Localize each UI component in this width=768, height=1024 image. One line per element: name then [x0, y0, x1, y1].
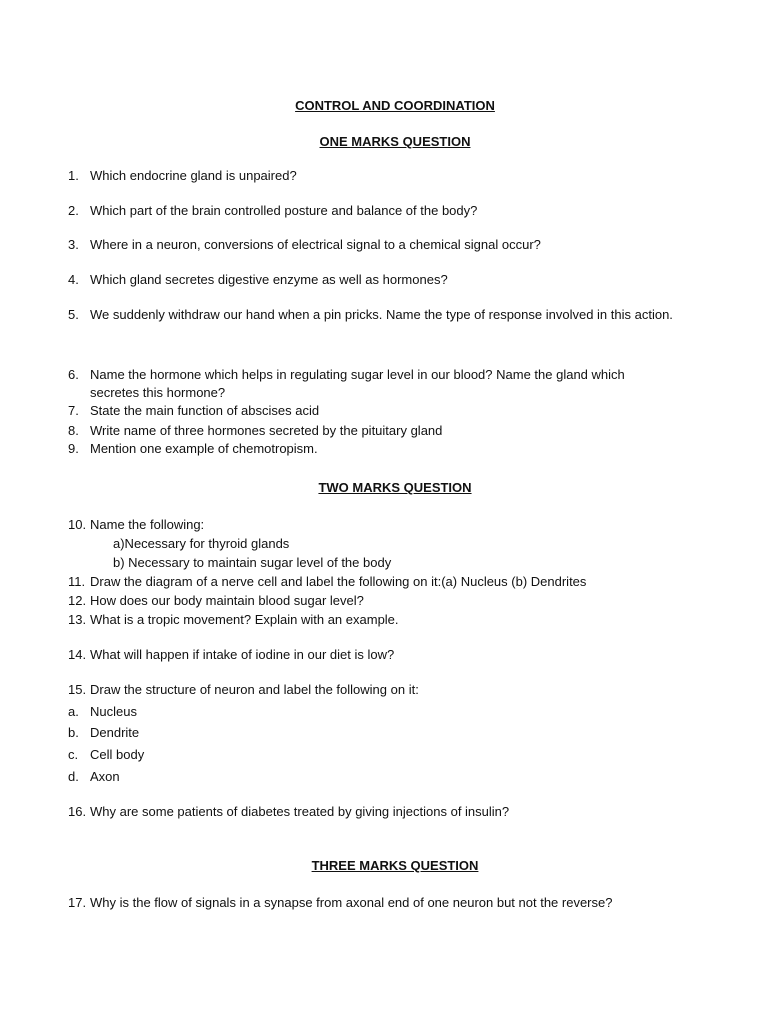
question-text: Where in a neuron, conversions of electrical signal to a chemical signal occur?	[90, 237, 541, 252]
sub-item-text: b) Necessary to maintain sugar level of the body	[113, 555, 392, 570]
question-number: 1.	[68, 168, 79, 183]
question-number: 12.	[68, 593, 87, 608]
question-text: What will happen if intake of iodine in our diet is low?	[90, 647, 395, 662]
question-text: We suddenly withdraw our hand when a pin pricks. Name the type of response involved in this action.	[90, 307, 673, 322]
question-text: What is a tropic movement? Explain with an example.	[90, 612, 399, 627]
question-text: Name the following:	[90, 517, 205, 532]
question-number: 9.	[68, 441, 79, 456]
question-text: Why are some patients of diabetes treated by giving injections of insulin?	[90, 804, 510, 819]
question-number: 15.	[68, 682, 87, 697]
question-number: 17.	[68, 895, 87, 910]
question-number: 8.	[68, 423, 79, 438]
list-marker: b.	[68, 725, 79, 740]
question-text: Write name of three hormones secreted by the pituitary gland	[90, 423, 443, 438]
list-marker: d.	[68, 769, 79, 784]
question-number: 13.	[68, 612, 87, 627]
question-number: 16.	[68, 804, 87, 819]
question-text: Name the hormone which helps in regulating sugar level in our blood? Name the gland which secretes this hormone?	[90, 367, 625, 400]
question-number: 11.	[68, 574, 86, 589]
list-item-text: Cell body	[90, 747, 145, 762]
section-heading-three-marks: THREE MARKS QUESTION	[311, 858, 479, 873]
question-number: 7.	[68, 403, 79, 418]
list-item-text: Axon	[90, 769, 120, 784]
list-marker: c.	[68, 747, 79, 762]
question-text: Which part of the brain controlled posture and balance of the body?	[90, 203, 478, 218]
question-number: 2.	[68, 203, 79, 218]
document-title: CONTROL AND COORDINATION	[295, 98, 495, 113]
question-number: 14.	[68, 647, 87, 662]
question-number: 3.	[68, 237, 79, 252]
question-text: Which gland secretes digestive enzyme as well as hormones?	[90, 272, 448, 287]
list-item-text: Dendrite	[90, 725, 140, 740]
question-number: 5.	[68, 307, 79, 322]
list-marker: a.	[68, 704, 79, 719]
question-text: Which endocrine gland is unpaired?	[90, 168, 297, 183]
section-heading-two-marks: TWO MARKS QUESTION	[318, 480, 472, 495]
question-number: 4.	[68, 272, 79, 287]
sub-item-text: a)Necessary for thyroid glands	[113, 536, 290, 551]
list-item-text: Nucleus	[90, 704, 137, 719]
question-text: Draw the structure of neuron and label the following on it:	[90, 682, 419, 697]
question-number: 10.	[68, 517, 87, 532]
question-number: 6.	[68, 367, 79, 382]
question-text: Mention one example of chemotropism.	[90, 441, 318, 456]
question-text: Draw the diagram of a nerve cell and label the following on it:(a) Nucleus (b) Dendrites	[90, 574, 587, 589]
question-text: Why is the flow of signals in a synapse from axonal end of one neuron but not the reverse?	[90, 895, 613, 910]
question-text: How does our body maintain blood sugar level?	[90, 593, 364, 608]
section-heading-one-marks: ONE MARKS QUESTION	[319, 134, 471, 149]
question-text: State the main function of abscises acid	[90, 403, 320, 418]
